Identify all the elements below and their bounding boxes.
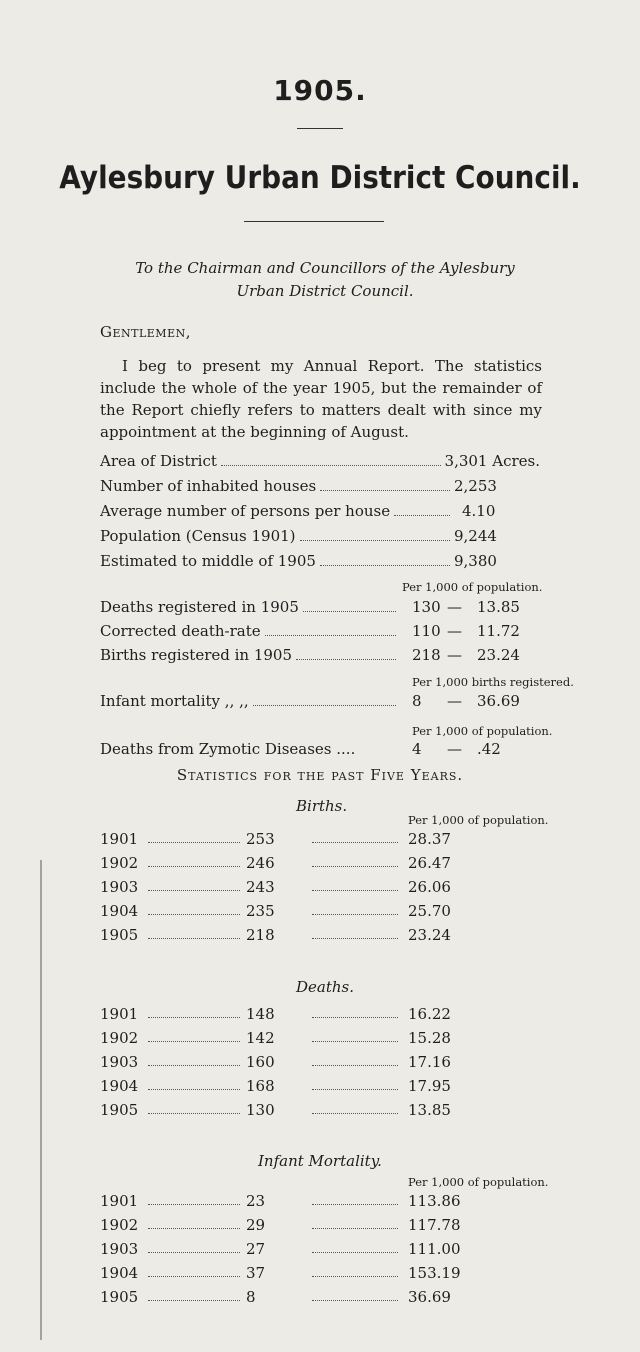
summary-row: Population (Census 1901) 9,244	[100, 527, 497, 545]
table-row: 1904 235 25.70	[100, 902, 451, 920]
table-row: 1903 243 26.06	[100, 878, 451, 896]
rate-count: 4	[412, 740, 422, 758]
infant-table-unit-note: Per 1,000 of population.	[408, 1175, 549, 1189]
rate-value: 11.72	[477, 622, 520, 640]
births-unit-note: Per 1,000 of population.	[408, 813, 549, 827]
table-row: 1905 130 13.85	[100, 1101, 451, 1119]
rate-value: 23.24	[477, 646, 520, 664]
table-row: 1902 142 15.28	[100, 1029, 451, 1047]
deaths-heading: Deaths.	[296, 978, 355, 996]
rate-dash: —	[447, 740, 462, 758]
table-row: 1903 160 17.16	[100, 1053, 451, 1071]
rate-value: 13.85	[477, 598, 520, 616]
rate-row: Infant mortality ,, ,,	[100, 690, 400, 712]
rate-dash: —	[447, 692, 462, 710]
infant-heading: Infant Mortality.	[258, 1152, 382, 1170]
rate-value: .42	[477, 740, 501, 758]
rate-unit-note: Per 1,000 of population.	[402, 580, 543, 594]
rate-count: 218	[412, 646, 441, 664]
rate-dash: —	[447, 598, 462, 616]
report-year: 1905.	[273, 74, 367, 107]
rate-dash: —	[447, 622, 462, 640]
rate-value: 36.69	[477, 692, 520, 710]
table-row: 1901 23 113.86	[100, 1192, 461, 1210]
table-row: 1905 218 23.24	[100, 926, 451, 944]
rate-row: Corrected death-rate	[100, 620, 400, 642]
divider-short	[297, 128, 343, 129]
summary-row: Estimated to middle of 1905 9,380	[100, 552, 497, 570]
infant-unit-note: Per 1,000 births registered.	[412, 675, 574, 689]
divider-long	[244, 221, 384, 222]
table-row: 1902 29 117.78	[100, 1216, 461, 1234]
table-row: 1904 168 17.95	[100, 1077, 451, 1095]
table-row: 1901 148 16.22	[100, 1005, 451, 1023]
zymotic-unit-note: Per 1,000 of population.	[412, 724, 553, 738]
table-row: 1905 8 36.69	[100, 1288, 451, 1306]
births-heading: Births.	[296, 797, 348, 815]
rate-row: Births registered in 1905	[100, 644, 400, 666]
intro-paragraph: I beg to present my Annual Report. The statistics include the whole of the year 1905, but the remainder of the Report chiefly refers to matters dealt with since my appointment at the beginning of August.	[100, 357, 542, 441]
council-title: Aylesbury Urban District Council.	[59, 160, 581, 196]
rate-dash: —	[447, 646, 462, 664]
binding-shadow	[40, 860, 42, 1340]
table-row: 1901 253 28.37	[100, 830, 451, 848]
summary-row: Average number of persons per house 4.10	[100, 502, 496, 520]
salutation: Gentlemen,	[100, 323, 191, 341]
rate-label: Deaths from Zymotic Diseases ....	[100, 740, 356, 758]
summary-row: Number of inhabited houses 2,253	[100, 477, 497, 495]
rate-count: 130	[412, 598, 441, 616]
summary-row: Area of District 3,301 Acres.	[100, 452, 540, 470]
address-line: To the Chairman and Councillors of the Aylesbury Urban District Council.	[135, 259, 515, 300]
table-row: 1902 246 26.47	[100, 854, 451, 872]
rate-count: 110	[412, 622, 441, 640]
table-row: 1903 27 111.00	[100, 1240, 461, 1258]
rate-count: 8	[412, 692, 422, 710]
rate-row: Deaths registered in 1905	[100, 596, 400, 618]
statistics-heading: Statistics for the past Five Years.	[176, 766, 464, 784]
table-row: 1904 37 153.19	[100, 1264, 461, 1282]
